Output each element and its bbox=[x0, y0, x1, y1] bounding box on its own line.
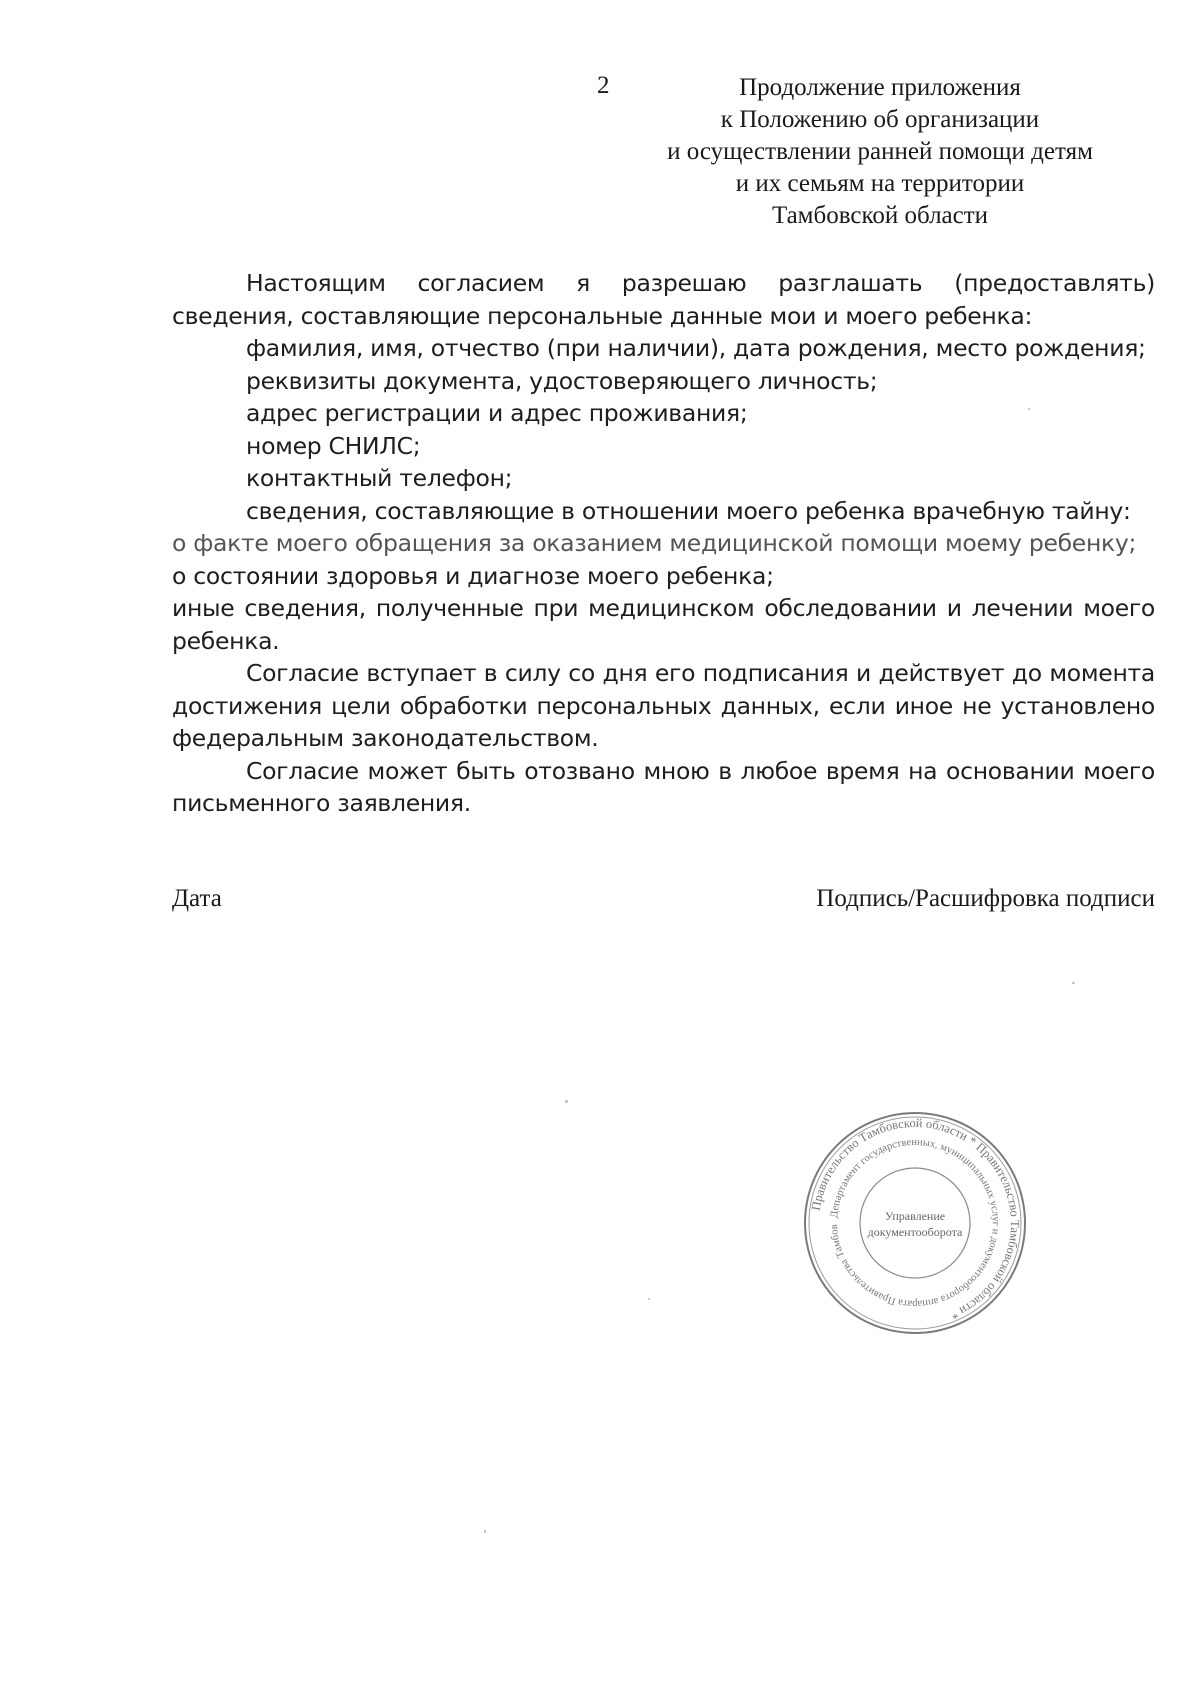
date-label: Дата bbox=[172, 885, 222, 912]
stamp-outer-text: Правительство Тамбовской области * Правительство Тамбовской области * bbox=[808, 1115, 1023, 1323]
header-line: Тамбовской области bbox=[771, 202, 989, 229]
header-line: и их семьям на территории bbox=[735, 170, 1025, 197]
data-item: сведения, составляющие в отношении моего ребенка врачебную тайну: bbox=[246, 496, 1131, 525]
appendix-header bbox=[620, 72, 1140, 232]
validity-paragraph: Согласие вступает в силу со дня его подписания и действует до момента достижения цели обработки персональных данных, если иное не установлено федеральным законодательством. bbox=[172, 659, 1155, 752]
data-item: реквизиты документа, удостоверяющего личность; bbox=[246, 366, 878, 395]
data-item: фамилия, имя, отчество (при наличии), дата рождения, место рождения; bbox=[246, 334, 1146, 362]
stamp-seal bbox=[800, 1108, 1030, 1338]
medical-item: иные сведения, полученные при медицинском обследовании и лечении моего ребенка. bbox=[172, 594, 1155, 655]
scan-speck bbox=[1072, 982, 1075, 984]
scan-speck bbox=[484, 1530, 486, 1533]
stamp-inner-text: Департамент государственных, муниципальных услуг и документооборота аппарата Правительства Тамбов bbox=[828, 1136, 1002, 1310]
medical-item: о состоянии здоровья и диагнозе моего ребенка; bbox=[172, 561, 774, 590]
revocation-paragraph: Согласие может быть отозвано мною в любое время на основании моего письменного заявления. bbox=[172, 756, 1155, 817]
data-item: адрес регистрации и адрес проживания; bbox=[246, 399, 748, 427]
header-line: Продолжение приложения bbox=[739, 74, 1021, 101]
consent-body bbox=[172, 267, 1155, 820]
signature-label: Подпись/Расшифровка подписи bbox=[816, 885, 1155, 912]
stamp-center-line2: документооборота bbox=[867, 1225, 963, 1239]
scan-speck bbox=[565, 1100, 568, 1103]
scan-speck bbox=[1028, 408, 1030, 410]
signature-row bbox=[172, 885, 1155, 913]
data-item: номер СНИЛС; bbox=[246, 431, 421, 460]
medical-item: о факте моего обращения за оказанием медицинской помощи моему ребенку; bbox=[172, 529, 1137, 557]
data-item: контактный телефон; bbox=[246, 464, 513, 492]
scan-speck bbox=[648, 1298, 650, 1300]
header-line: и осуществлении ранней помощи детям bbox=[667, 138, 1093, 165]
header-line: к Положению об организации bbox=[720, 106, 1040, 133]
official-stamp bbox=[800, 1108, 1030, 1338]
page-number: 2 bbox=[597, 72, 610, 99]
stamp-center-line1: Управление bbox=[884, 1209, 946, 1223]
consent-intro: Настоящим согласием я разрешаю разглашать (предоставлять) сведения, составляющие персональные данные мои и моего ребенка: bbox=[172, 269, 1155, 330]
